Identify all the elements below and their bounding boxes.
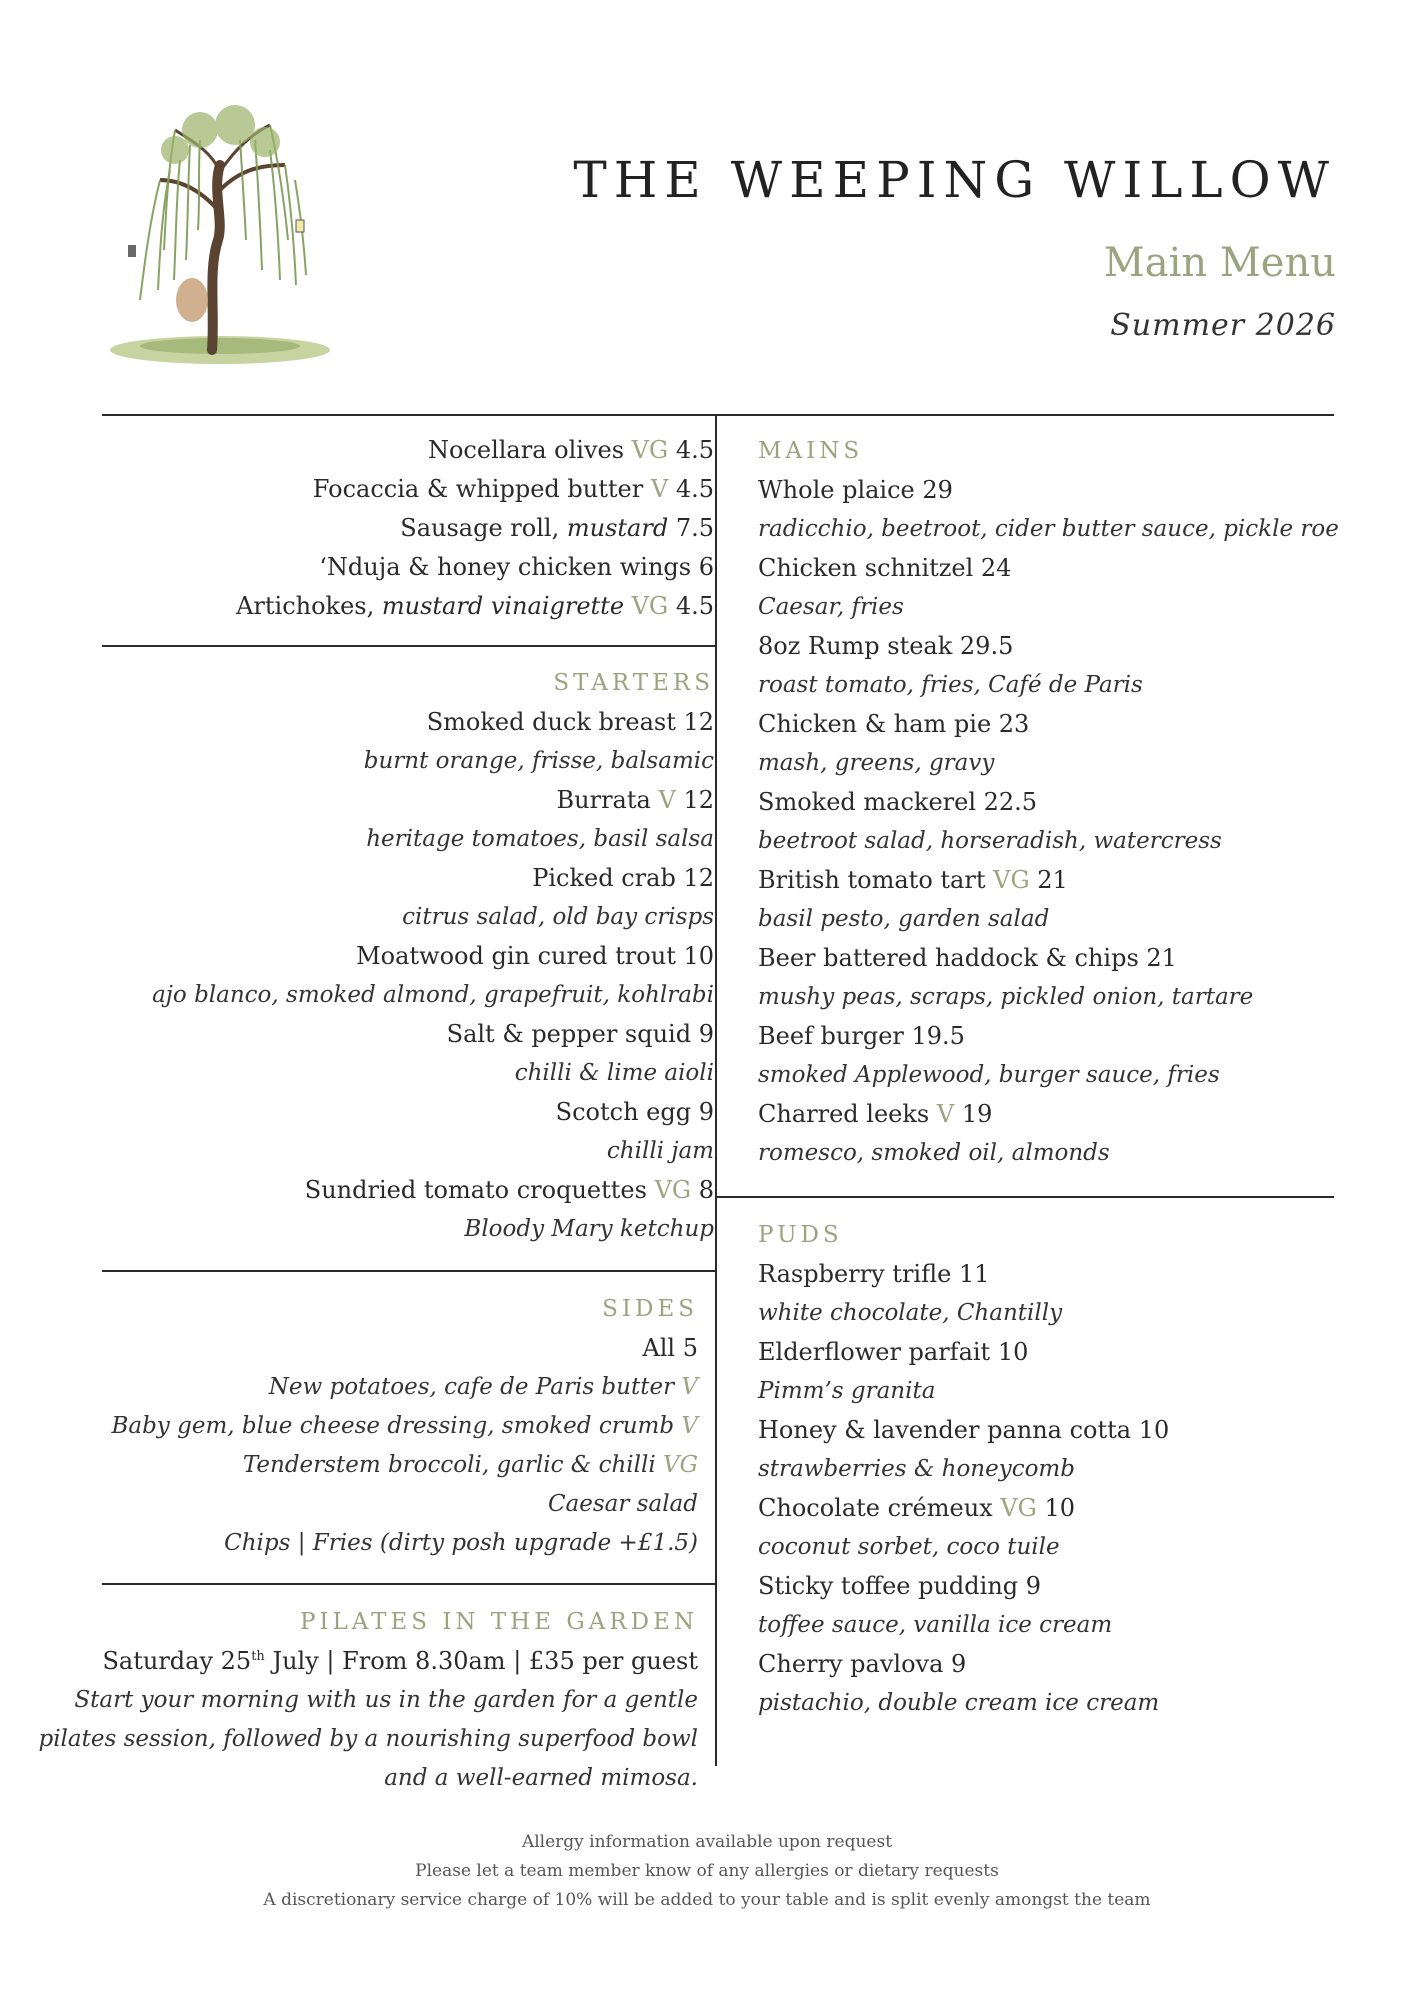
list-item: Moatwood gin cured trout 10 xyxy=(356,942,714,970)
list-item: Baby gem, blue cheese dressing, smoked crumb V xyxy=(111,1413,698,1439)
item-description: heritage tomatoes, basil salsa xyxy=(366,826,714,852)
item-description: Bloody Mary ketchup xyxy=(464,1216,714,1242)
item-description: roast tomato, fries, Café de Paris xyxy=(758,672,1143,698)
mains-heading: MAINS xyxy=(758,438,864,464)
pilates-description: Start your morning with us in the garden for a gentle xyxy=(74,1687,698,1713)
mains-divider xyxy=(715,1196,1334,1198)
item-description: romesco, smoked oil, almonds xyxy=(758,1140,1110,1166)
item-description: toffee sauce, vanilla ice cream xyxy=(758,1612,1113,1638)
item-description: strawberries & honeycomb xyxy=(758,1456,1075,1482)
list-item: Caesar salad xyxy=(547,1491,698,1517)
sides-divider xyxy=(102,1583,716,1585)
snacks-divider xyxy=(102,645,716,647)
item-description: Caesar, fries xyxy=(758,594,904,620)
list-item: Tenderstem broccoli, garlic & chilli VG xyxy=(242,1452,698,1478)
list-item: 8oz Rump steak 29.5 xyxy=(758,632,1014,660)
item-description: pistachio, double cream ice cream xyxy=(758,1690,1160,1716)
list-item: Scotch egg 9 xyxy=(555,1098,714,1126)
footer-line: Please let a team member know of any allergies or dietary requests xyxy=(415,1861,999,1881)
weeping-willow-logo xyxy=(100,70,340,370)
item-description: radicchio, beetroot, cider butter sauce, pickle roe xyxy=(758,516,1339,542)
list-item: Burrata V 12 xyxy=(556,786,714,814)
sides-price: All 5 xyxy=(642,1334,698,1362)
list-item: Focaccia & whipped butter V 4.5 xyxy=(312,475,714,503)
item-description: basil pesto, garden salad xyxy=(758,906,1050,932)
sides-heading: SIDES xyxy=(602,1296,698,1322)
list-item: Artichokes, mustard vinaigrette VG 4.5 xyxy=(236,592,714,620)
item-description: beetroot salad, horseradish, watercress xyxy=(758,828,1222,854)
list-item: Honey & lavender panna cotta 10 xyxy=(758,1416,1170,1444)
footer-line: A discretionary service charge of 10% will be added to your table and is split evenly amongst the team xyxy=(263,1890,1151,1910)
list-item: Chocolate crémeux VG 10 xyxy=(758,1494,1076,1522)
item-description: mushy peas, scraps, pickled onion, tartare xyxy=(758,984,1254,1010)
item-description: white chocolate, Chantilly xyxy=(758,1300,1063,1326)
snacks-list xyxy=(236,431,714,626)
puds-section xyxy=(758,1216,1169,1723)
list-item: Salt & pepper squid 9 xyxy=(446,1020,714,1048)
list-item: Smoked duck breast 12 xyxy=(426,708,714,736)
item-description: Pimm’s granita xyxy=(758,1378,936,1404)
list-item: New potatoes, cafe de Paris butter V xyxy=(268,1374,698,1400)
pilates-description: pilates session, followed by a nourishing superfood bowl xyxy=(38,1726,698,1752)
list-item: Picked crab 12 xyxy=(532,864,714,892)
pilates-description: and a well-earned mimosa. xyxy=(384,1765,698,1791)
item-description: chilli jam xyxy=(606,1138,714,1164)
list-item: Beer battered haddock & chips 21 xyxy=(758,944,1177,972)
puds-heading: PUDS xyxy=(758,1222,843,1248)
list-item: Chips | Fries (dirty posh upgrade +£1.5) xyxy=(224,1530,698,1556)
item-description: mash, greens, gravy xyxy=(758,750,995,776)
list-item: Nocellara olives VG 4.5 xyxy=(427,436,714,464)
starters-divider xyxy=(102,1270,716,1272)
list-item: Charred leeks V 19 xyxy=(758,1100,993,1128)
item-description: smoked Applewood, burger sauce, fries xyxy=(758,1062,1220,1088)
list-item: Chicken schnitzel 24 xyxy=(758,554,1012,582)
list-item: Sausage roll, mustard 7.5 xyxy=(400,514,714,542)
list-item: British tomato tart VG 21 xyxy=(758,866,1068,894)
list-item: Smoked mackerel 22.5 xyxy=(758,788,1038,816)
item-description: burnt orange, frisse, balsamic xyxy=(363,748,714,774)
list-item: Beef burger 19.5 xyxy=(758,1022,965,1050)
starters-heading: STARTERS xyxy=(553,670,714,696)
list-item: Cherry pavlova 9 xyxy=(758,1650,967,1678)
menu-subtitle: Main Menu xyxy=(1103,240,1336,286)
mains-section xyxy=(758,432,1339,1173)
starters-section xyxy=(152,664,714,1249)
list-item: Whole plaice 29 xyxy=(758,476,953,504)
header-divider xyxy=(102,414,1334,416)
menu-season: Summer 2026 xyxy=(1110,308,1336,343)
pilates-heading: PILATES IN THE GARDEN xyxy=(299,1609,698,1635)
column-divider xyxy=(715,414,717,1766)
item-description: chilli & lime aioli xyxy=(514,1060,714,1086)
item-description: coconut sorbet, coco tuile xyxy=(758,1534,1060,1560)
allergy-footer xyxy=(0,1828,1414,1915)
list-item: Sticky toffee pudding 9 xyxy=(758,1572,1042,1600)
item-description: citrus salad, old bay crisps xyxy=(402,904,714,930)
pilates-date: Saturday 25th July | From 8.30am | £35 per guest xyxy=(102,1647,698,1675)
restaurant-title: THE WEEPING WILLOW xyxy=(573,151,1336,209)
list-item: Sundried tomato croquettes VG 8 xyxy=(304,1176,714,1204)
list-item: Elderflower parfait 10 xyxy=(758,1338,1029,1366)
list-item: Raspberry trifle 11 xyxy=(758,1260,990,1288)
list-item: Chicken & ham pie 23 xyxy=(758,710,1030,738)
pilates-section xyxy=(38,1603,698,1798)
sides-section xyxy=(111,1290,698,1563)
list-item: ‘Nduja & honey chicken wings 6 xyxy=(319,553,714,581)
footer-line: Allergy information available upon request xyxy=(521,1832,893,1852)
item-description: ajo blanco, smoked almond, grapefruit, kohlrabi xyxy=(152,982,714,1008)
menu-header xyxy=(573,151,1336,343)
